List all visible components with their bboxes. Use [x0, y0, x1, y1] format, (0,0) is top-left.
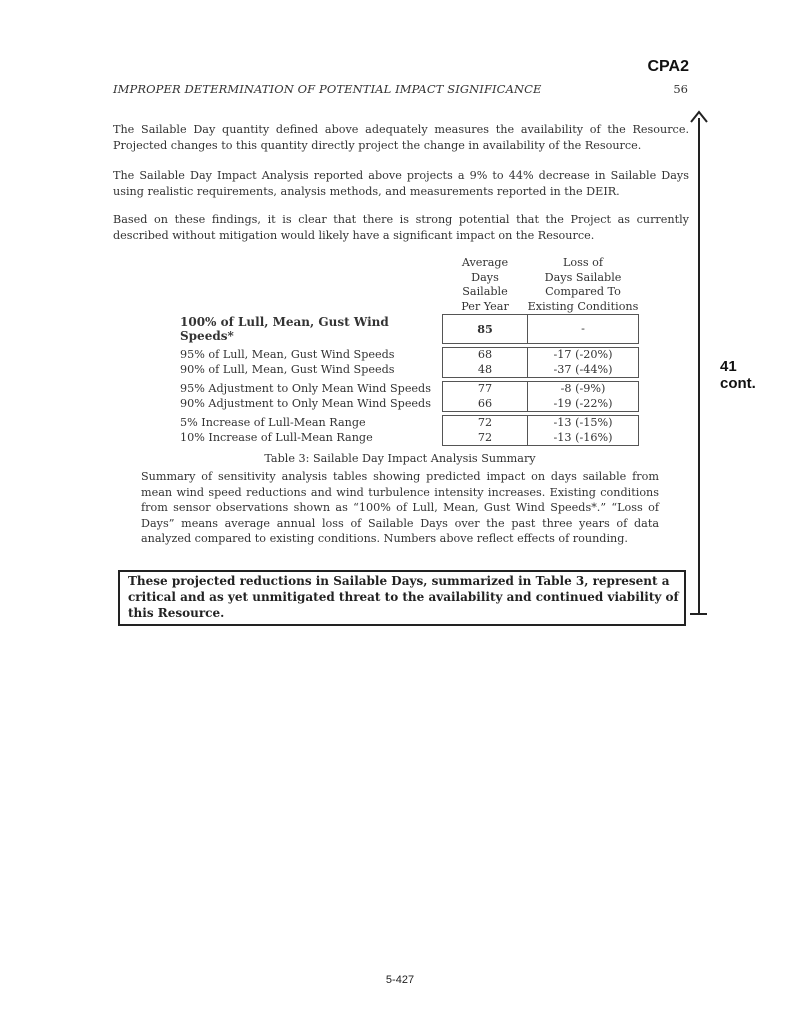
comment-number: 41	[720, 358, 737, 375]
bracket-line	[698, 118, 700, 614]
row-loss: -37 (-44%)	[528, 363, 639, 378]
row-label: 100% of Lull, Mean, Gust Wind Speeds*	[180, 314, 389, 343]
row-days: 66	[443, 397, 528, 412]
table-caption: Table 3: Sailable Day Impact Analysis Summary	[264, 452, 536, 465]
row-label: 90% of Lull, Mean, Gust Wind Speeds	[180, 362, 395, 376]
header-loss-of-days: Loss of Days Sailable Compared To Existing Conditions	[527, 256, 639, 313]
table-row	[180, 397, 639, 412]
paragraph: The Sailable Day quantity defined above adequately measures the availability of the Resource. Projected changes to this quantity directly project the change in availability of the Resource.	[113, 123, 689, 152]
table-row	[180, 431, 639, 446]
row-label: 5% Increase of Lull-Mean Range	[180, 415, 366, 429]
row-loss: -13 (-16%)	[528, 431, 639, 446]
row-days: 72	[443, 416, 528, 431]
running-header-page-number: 56	[673, 82, 688, 96]
paragraph: The Sailable Day Impact Analysis reported above projects a 9% to 44% decrease in Sailable Days using realistic requirements, analysis methods, and measurements reported in the DEIR.	[113, 169, 689, 198]
cpa-tag: CPA2	[647, 58, 689, 75]
table-row	[180, 382, 639, 397]
page-footer-number: 5-427	[385, 974, 415, 986]
running-header-title: IMPROPER DETERMINATION OF POTENTIAL IMPACT SIGNIFICANCE	[113, 82, 542, 96]
table-row	[180, 416, 639, 431]
row-loss: -19 (-22%)	[528, 397, 639, 412]
row-days: 48	[443, 363, 528, 378]
table-header-row	[180, 256, 639, 315]
paragraph: Based on these findings, it is clear that there is strong potential that the Project as currently described without mitigation would likely have a significant impact on the Resource.	[113, 213, 689, 242]
header-average-days: Average Days Sailable Per Year	[461, 256, 509, 313]
table-row-baseline	[180, 315, 639, 344]
row-days: 85	[443, 315, 528, 344]
comment-marker	[720, 358, 756, 392]
table-row	[180, 348, 639, 363]
row-loss: -8 (-9%)	[528, 382, 639, 397]
table-description: Summary of sensitivity analysis tables showing predicted impact on days sailable from mean wind speed reductions and wind turbulence intensity increases. Existing conditions from sensor observations shown as “100% of Lull, Mean, Gust Wind Speeds*.” “Loss of Days” means average annual loss of Sailable Days over the past three years of data analyzed compared to existing conditions. Numbers above reflect effects of rounding.	[141, 470, 659, 545]
row-loss: -17 (-20%)	[528, 348, 639, 363]
row-label: 95% of Lull, Mean, Gust Wind Speeds	[180, 347, 395, 361]
row-label: 10% Increase of Lull-Mean Range	[180, 430, 373, 444]
row-days: 68	[443, 348, 528, 363]
row-label: 90% Adjustment to Only Mean Wind Speeds	[180, 396, 431, 410]
callout-box	[118, 570, 686, 626]
row-loss: -	[528, 315, 639, 344]
row-loss: -13 (-15%)	[528, 416, 639, 431]
row-label: 95% Adjustment to Only Mean Wind Speeds	[180, 381, 431, 395]
arrow-up-icon	[690, 110, 708, 124]
bracket-end	[690, 613, 707, 615]
table-row	[180, 363, 639, 378]
row-days: 72	[443, 431, 528, 446]
comment-cont: cont.	[720, 375, 756, 392]
sailable-day-summary-table	[180, 256, 639, 446]
callout-text: These projected reductions in Sailable Days, summarized in Table 3, represent a critical and as yet unmitigated threat to the availability and continued viability of this Resource.	[128, 574, 679, 620]
row-days: 77	[443, 382, 528, 397]
